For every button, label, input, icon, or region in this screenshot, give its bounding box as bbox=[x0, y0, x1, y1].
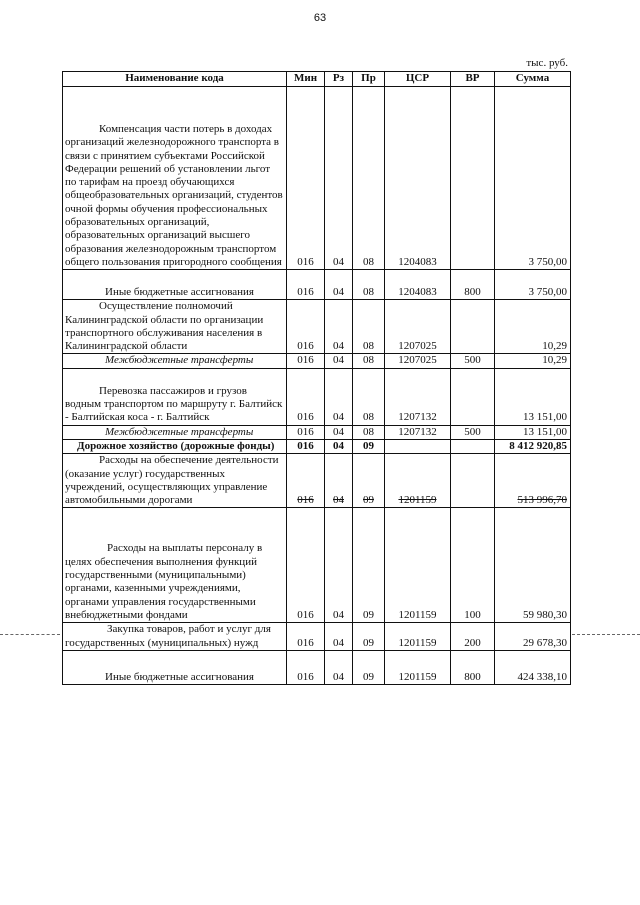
row-vr bbox=[451, 300, 495, 354]
row-csr: 1201159 bbox=[385, 454, 451, 508]
table-row bbox=[63, 354, 571, 368]
row-name: Межбюджетные трансферты bbox=[63, 354, 287, 368]
row-csr: 1201159 bbox=[385, 650, 451, 684]
header-sum: Сумма bbox=[495, 72, 571, 87]
table-row bbox=[63, 454, 571, 508]
row-vr: 800 bbox=[451, 270, 495, 300]
row-rz: 04 bbox=[325, 270, 353, 300]
row-vr bbox=[451, 439, 495, 453]
row-csr: 1207132 bbox=[385, 425, 451, 439]
row-rz: 04 bbox=[325, 650, 353, 684]
table-row bbox=[63, 300, 571, 354]
row-min: 016 bbox=[287, 300, 325, 354]
row-pr: 08 bbox=[353, 368, 385, 425]
header-csr: ЦСР bbox=[385, 72, 451, 87]
row-vr: 100 bbox=[451, 508, 495, 623]
row-pr: 09 bbox=[353, 439, 385, 453]
row-rz: 04 bbox=[325, 623, 353, 651]
row-csr: 1207025 bbox=[385, 300, 451, 354]
header-rz: Рз bbox=[325, 72, 353, 87]
row-vr bbox=[451, 87, 495, 270]
header-vr: ВР bbox=[451, 72, 495, 87]
row-min: 016 bbox=[287, 650, 325, 684]
row-name: Расходы на обеспечение деятельности (оказание услуг) государственных учреждений, осуществляющих управление автомобильными дорогами bbox=[65, 454, 279, 507]
row-rz: 04 bbox=[325, 439, 353, 453]
row-min: 016 bbox=[287, 270, 325, 300]
units-label: тыс. руб. bbox=[526, 57, 568, 69]
table-row bbox=[63, 425, 571, 439]
row-csr: 1207025 bbox=[385, 354, 451, 368]
row-name: Иные бюджетные ассигнования bbox=[63, 270, 287, 300]
row-sum: 513 996,70 bbox=[495, 454, 571, 508]
row-sum: 424 338,10 bbox=[495, 650, 571, 684]
row-name: Осуществление полномочий Калининградской области по организации транспортного обслуживания населения в Калининградской области bbox=[65, 300, 264, 353]
row-pr: 09 bbox=[353, 454, 385, 508]
row-vr bbox=[451, 368, 495, 425]
row-sum: 8 412 920,85 bbox=[495, 439, 571, 453]
row-min: 016 bbox=[287, 623, 325, 651]
header-name: Наименование кода bbox=[63, 72, 287, 87]
row-pr: 08 bbox=[353, 300, 385, 354]
row-pr: 08 bbox=[353, 87, 385, 270]
table-row bbox=[63, 368, 571, 425]
row-rz: 04 bbox=[325, 508, 353, 623]
row-name: Межбюджетные трансферты bbox=[63, 425, 287, 439]
row-csr: 1201159 bbox=[385, 508, 451, 623]
row-sum: 59 980,30 bbox=[495, 508, 571, 623]
table-row bbox=[63, 87, 571, 270]
row-pr: 08 bbox=[353, 354, 385, 368]
page-number: 63 bbox=[313, 12, 327, 24]
row-vr: 200 bbox=[451, 623, 495, 651]
table-row bbox=[63, 508, 571, 623]
row-name: Иные бюджетные ассигнования bbox=[63, 650, 287, 684]
row-name: Закупка товаров, работ и услуг для государственных (муниципальных) нужд bbox=[65, 623, 271, 649]
row-pr: 09 bbox=[353, 623, 385, 651]
row-name: Компенсация части потерь в доходах организаций железнодорожного транспорта в связи с принятием субъектами Российской Федерации решений об установлении льгот по тарифам на проезд обучающихся общеобразовательных организаций, студентов очной формы обучения профессиональных образовательных организаций, образовательных организаций высшего образования железнодорожным транспортом общего пользования пригородного сообщения bbox=[65, 123, 283, 268]
row-vr bbox=[451, 454, 495, 508]
row-rz: 04 bbox=[325, 300, 353, 354]
row-sum: 10,29 bbox=[495, 300, 571, 354]
row-min: 016 bbox=[287, 439, 325, 453]
row-name: Перевозка пассажиров и грузов водным транспортом по маршруту г. Балтийск - Балтийская коса - г. Балтийск bbox=[65, 384, 283, 424]
row-vr: 500 bbox=[451, 354, 495, 368]
header-pr: Пр bbox=[353, 72, 385, 87]
row-sum: 13 151,00 bbox=[495, 425, 571, 439]
row-name: Дорожное хозяйство (дорожные фонды) bbox=[77, 439, 275, 452]
table-row bbox=[63, 623, 571, 651]
table-row bbox=[63, 270, 571, 300]
table-row bbox=[63, 439, 571, 453]
row-sum: 10,29 bbox=[495, 354, 571, 368]
row-csr bbox=[385, 439, 451, 453]
row-csr: 1207132 bbox=[385, 368, 451, 425]
row-pr: 09 bbox=[353, 650, 385, 684]
row-csr: 1201159 bbox=[385, 623, 451, 651]
row-rz: 04 bbox=[325, 354, 353, 368]
row-sum: 29 678,30 bbox=[495, 623, 571, 651]
row-min: 016 bbox=[287, 425, 325, 439]
row-min: 016 bbox=[287, 508, 325, 623]
row-name: Расходы на выплаты персоналу в целях обеспечения выполнения функций государственными (муниципальными) органами, казенными учреждениями, органами управления государственными внебюджетными фондами bbox=[65, 542, 263, 621]
cut-line-right bbox=[572, 634, 640, 635]
row-rz: 04 bbox=[325, 454, 353, 508]
table-header-row bbox=[63, 72, 571, 87]
row-csr: 1204083 bbox=[385, 87, 451, 270]
row-sum: 13 151,00 bbox=[495, 368, 571, 425]
row-sum: 3 750,00 bbox=[495, 87, 571, 270]
row-min: 016 bbox=[287, 454, 325, 508]
row-min: 016 bbox=[287, 87, 325, 270]
row-rz: 04 bbox=[325, 368, 353, 425]
budget-table bbox=[62, 71, 571, 685]
row-vr: 800 bbox=[451, 650, 495, 684]
row-rz: 04 bbox=[325, 425, 353, 439]
row-rz: 04 bbox=[325, 87, 353, 270]
row-pr: 08 bbox=[353, 425, 385, 439]
row-pr: 08 bbox=[353, 270, 385, 300]
cut-line-left bbox=[0, 634, 60, 635]
row-min: 016 bbox=[287, 368, 325, 425]
table-row bbox=[63, 650, 571, 684]
header-min: Мин bbox=[287, 72, 325, 87]
row-min: 016 bbox=[287, 354, 325, 368]
row-vr: 500 bbox=[451, 425, 495, 439]
row-pr: 09 bbox=[353, 508, 385, 623]
row-csr: 1204083 bbox=[385, 270, 451, 300]
row-sum: 3 750,00 bbox=[495, 270, 571, 300]
